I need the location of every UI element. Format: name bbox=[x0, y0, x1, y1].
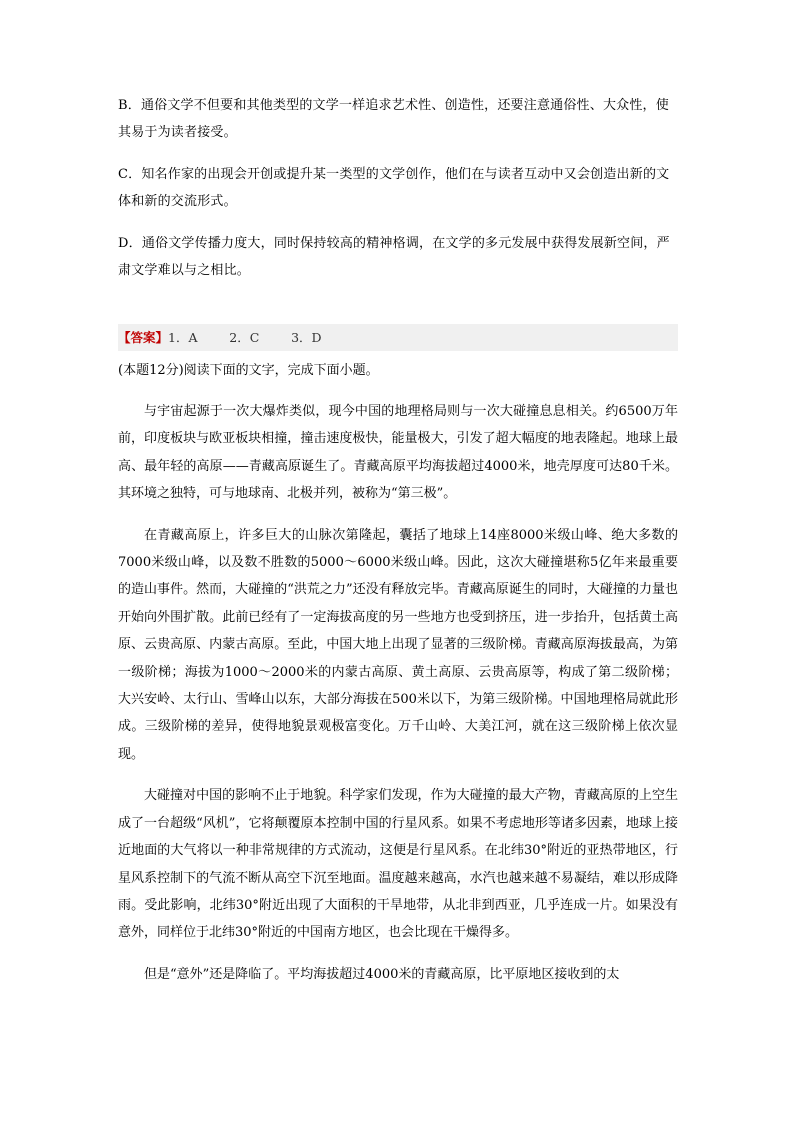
option-c: C．知名作家的出现会开创或提升某一类型的文学创作，他们在与读者互动中又会创造出新的文体和新的交流形式。 bbox=[118, 167, 670, 209]
option-d: D．通俗文学传播力度大，同时保持较高的精神格调，在文学的多元发展中获得发展新空间，严肃文学难以与之相比。 bbox=[118, 236, 670, 278]
answer-text: 1．A 2．C 3．D bbox=[168, 330, 322, 345]
paragraph-3: 大碰撞对中国的影响不止于地貌。科学家们发现，作为大碰撞的最大产物，青藏高原的上空生成了一台超级“风机”，它将颠覆原本控制中国的行星风系。如果不考虑地形等诸多因素，地球上接近地面的大气将以一种非常规律的方式流动，这便是行星风系。在北纬30°附近的亚热带地区，行星风系控制下的气流不断从高空下沉至地面。温度越来越高，水汽也越来越不易凝结，难以形成降雨。受此影响，北纬30°附近出现了大面积的干旱地带，从北非到西亚，几乎连成一片。如果没有意外，同样位于北纬30°附近的中国南方地区，也会比现在干燥得多。 bbox=[118, 788, 678, 941]
option-b: B．通俗文学不但要和其他类型的文学一样追求艺术性、创造性，还要注意通俗性、大众性，使其易于为读者接受。 bbox=[118, 98, 669, 140]
answer-tag: 【答案】 bbox=[118, 330, 169, 345]
document-page bbox=[118, 92, 678, 1002]
paragraph-1: 与宇宙起源于一次大爆炸类似，现今中国的地理格局则与一次大碰撞息息相关。约6500万年前，印度板块与欧亚板块相撞，撞击速度极快，能量极大，引发了超大幅度的地表隆起。地球上最高、最年轻的高原——青藏高原诞生了。青藏高原平均海拔超过4000米，地壳厚度可达80千米。其环境之独特，可与地球南、北极并列，被称为“第三极”。 bbox=[118, 404, 678, 502]
question-header: (本题12分)阅读下面的文字，完成下面小题。 bbox=[118, 363, 379, 378]
paragraph-2: 在青藏高原上，许多巨大的山脉次第隆起，囊括了地球上14座8000米级山峰、绝大多数的7000米级山峰，以及数不胜数的5000～6000米级山峰。因此，这次大碰撞堪称5亿年来最重要的造山事件。然而，大碰撞的“洪荒之力”还没有释放完毕。青藏高原诞生的同时，大碰撞的力量也开始向外围扩散。此前已经有了一定海拔高度的另一些地方也受到挤压，进一步抬升，包括黄土高原、云贵高原、内蒙古高原。至此，中国大地上出现了显著的三级阶梯。青藏高原海拔最高，为第一级阶梯；海拔为1000～2000米的内蒙古高原、黄土高原、云贵高原等，构成了第二级阶梯；大兴安岭、太行山、雪峰山以东，大部分海拔在500米以下，为第三级阶梯。中国地理格局就此形成。三级阶梯的差异，使得地貌景观极富变化。万千山岭、大美江河，就在这三级阶梯上依次显现。 bbox=[118, 527, 678, 762]
paragraph-4: 但是“意外”还是降临了。平均海拔超过4000米的青藏高原，比平原地区接收到的太 bbox=[144, 966, 620, 982]
answer-bar bbox=[118, 324, 678, 351]
